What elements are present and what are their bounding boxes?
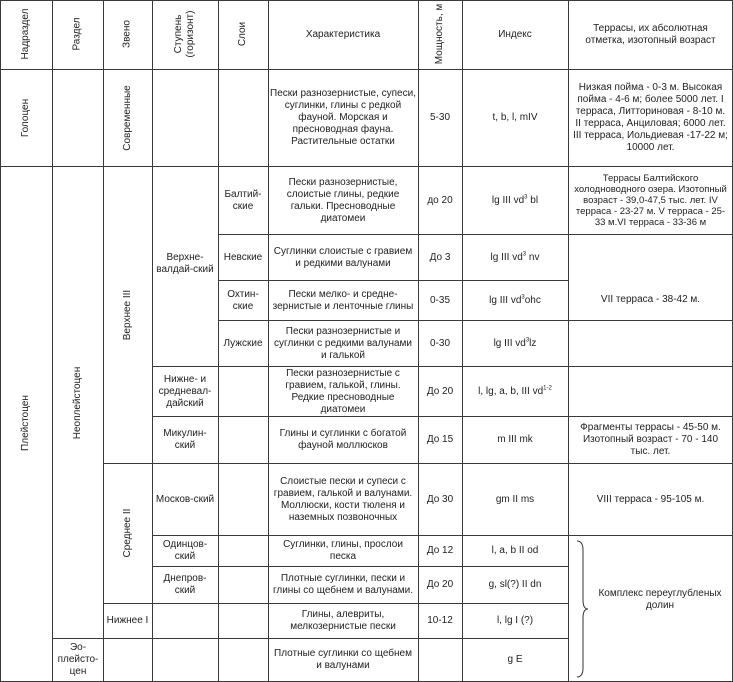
neva-indeks: lg III $vd^3$ nv — [490, 251, 540, 263]
baltic-indeks: lg III $vd^3$ bl — [491, 194, 539, 206]
okhta-sloi: Охтин-ские — [227, 288, 259, 312]
mikulino-harakteristika: Глины и суглинки с богатой фауной моллюсков — [279, 428, 407, 451]
lower-valdai-moshchnost: До 20 — [426, 385, 454, 397]
holocene-moshchnost: 5-30 — [429, 112, 450, 123]
lower-indeks: l, lg I (?) — [496, 615, 534, 626]
header-sloi: Слои — [237, 21, 248, 47]
lower-zveno-label: Нижнее I — [106, 615, 149, 626]
eopleistocene-harakteristika: Плотные суглинки со щебнем и валунами — [274, 648, 412, 671]
valdai-stupen: Верхне-валдай-ский — [156, 252, 214, 275]
mikulino-moshchnost: До 15 — [426, 434, 454, 445]
holocene-indeks: t, b, l, mIV — [492, 112, 538, 123]
neva-harakteristika: Суглинки слоистые с гравием и редкими валунами — [273, 245, 413, 269]
okhta-moshchnost: 0-35 — [429, 294, 450, 306]
moscow-moshchnost: До 30 — [426, 493, 454, 505]
baltic-moshchnost: до 20 — [427, 194, 453, 206]
odintsovo-indeks: l, a, b II od — [491, 545, 539, 556]
lower-harakteristika: Глины, алевриты, мелкозернистые пески — [290, 609, 396, 632]
lower-valdai-indeks: l, lg, a, b, III $vd^{1-2}$ — [478, 385, 552, 397]
odintsovo-moshchnost: До 12 — [426, 545, 454, 556]
dnieper-indeks: g, sl(?) II dn — [488, 579, 542, 590]
header-zveno: Звено — [121, 20, 133, 48]
complex-terrasy: Комплекс переуглубленых долин — [598, 588, 722, 611]
mikulino-indeks: m III mk — [497, 434, 533, 445]
odintsovo-harakteristika: Суглинки, глины, прослои песка — [283, 539, 403, 562]
moscow-indeks: gm II ms — [495, 493, 535, 505]
moscow-harakteristika: Слоистые пески и супеси с гравием, галькой и валунами. Моллюски, кости тюленя и наземных позвоночных — [273, 475, 413, 523]
mikulino-terrasy: Фрагменты террасы - 45-50 м. Изотопный возраст - 70 - 140 тыс. лет. — [580, 422, 721, 457]
okhta-harakteristika: Пески мелко- и средне-зернистые и ленточные глины — [272, 288, 414, 312]
baltic-terrasy: Террасы Балтийского холодноводного озера. Изотопный возраст - 39,0-47,5 тыс. лет. IV терраса - 23-27 м. V терраса - 25-33 м.VI терраса - 33-36 м — [574, 173, 727, 228]
header-harakteristika: Характеристика — [305, 28, 381, 40]
odintsovo-stupen: Одинцов-ский — [162, 539, 208, 562]
moscow-stupen: Москов-ский — [155, 493, 215, 505]
eopleistocene-indeks: g E — [507, 654, 523, 665]
header-stupen — [161, 1, 209, 67]
header-stupen-line2: (горизонт) — [185, 10, 196, 58]
lower-valdai-stupen: Нижне- и средневал-дайский — [158, 373, 212, 409]
upper-zveno-label: Верхнее III — [122, 289, 133, 341]
luga-moshchnost: 0-30 — [429, 337, 450, 349]
mikulino-stupen: Микулин-ский — [163, 428, 207, 451]
header-terrasy: Террасы, их абсолютная отметка, изотопный возраст — [585, 22, 716, 46]
brace-icon — [574, 540, 590, 678]
header-moshchnost: Мощность, м — [434, 3, 445, 65]
header-nadrazdel: Надраздел — [20, 8, 31, 60]
middle-zveno-label: Среднее II — [122, 508, 133, 558]
pleistocene-label: Плейстоцен — [20, 395, 31, 451]
neva-sloi: Невские — [223, 251, 263, 263]
dnieper-moshchnost: До 20 — [426, 579, 454, 590]
neopleistocene-label: Неоплейстоцен — [72, 366, 83, 440]
baltic-harakteristika: Пески разнозернистые, слоистые глины, редкие гальки. Пресноводные диатомеи — [286, 176, 400, 224]
dnieper-harakteristika: Плотные суглинки, пески и глины со щебнем и валунами. — [272, 573, 414, 596]
holocene-terrasy: Низкая пойма - 0-3 м. Высокая пойма - 4-6 м; более 5000 лет. I терраса, Литториновая - 8-10 м. II терраса, Анциловая; 6000 лет. III терраса, Иольдиевая -17-22 м; 10000 лет. — [573, 82, 728, 153]
neva-moshchnost: До 3 — [429, 251, 451, 263]
luga-harakteristika: Пески разнозернистые и суглинки с редкими валунами и галькой — [274, 325, 412, 361]
dnieper-stupen: Днепров-ский — [163, 573, 207, 596]
holocene-zveno: Современные — [122, 85, 133, 151]
lower-moshchnost: 10-12 — [427, 615, 453, 626]
okhta-indeks: lg III $vd^3ohc$ — [489, 294, 541, 306]
header-razdel: Раздел — [71, 17, 83, 51]
lower-valdai-harakteristika: Пески разнозернистые с гравием, галькой, глины. Редкие пресноводные диатомеи — [285, 367, 401, 415]
moscow-terrasy: VIII терраса - 95-105 м. — [596, 493, 705, 505]
luga-indeks: lg III $vd^3lz$ — [493, 337, 537, 349]
header-indeks: Индекс — [498, 28, 532, 40]
header-stupen-line1: Ступень — [173, 14, 184, 54]
holocene-harakteristika: Пески разнозернистые, супеси, суглинки, глины с редкой фауной. Морская и пресноводная фауна. Растительные остатки — [270, 88, 416, 147]
eopleistocene-razdel: Эо-плейсто-цен — [57, 642, 99, 677]
holocene-label: Голоцен — [20, 98, 31, 138]
okhta-terrasy: VII терраса - 38-42 м. — [600, 293, 701, 305]
luga-sloi: Лужские — [223, 337, 263, 349]
baltic-sloi: Балтий-ские — [224, 188, 262, 212]
